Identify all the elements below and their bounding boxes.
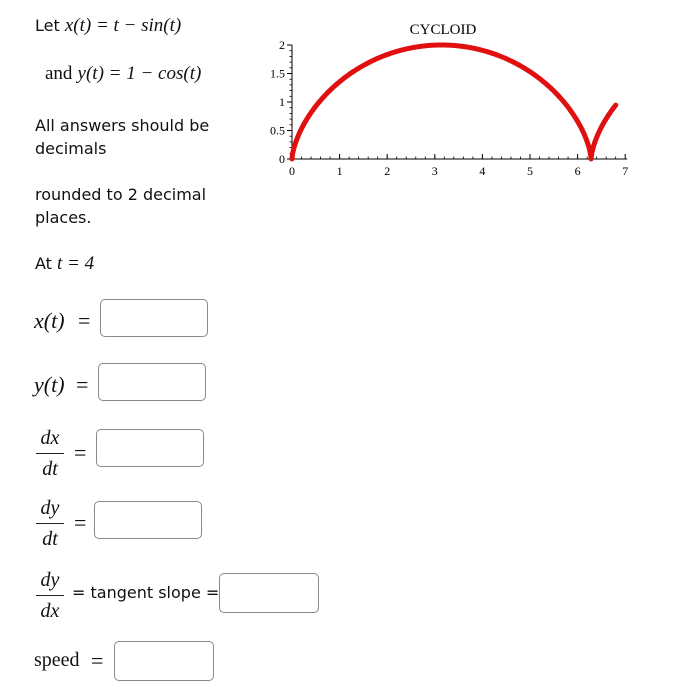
x-tick-label: 1: [336, 164, 343, 178]
t-value: t = 4: [57, 253, 95, 274]
dydx-denominator: dx: [40, 600, 60, 622]
x-answer-input[interactable]: [100, 299, 208, 337]
x-tick-label: 2: [384, 164, 391, 178]
speed-equals: =: [91, 648, 104, 673]
speed-label: speed: [34, 649, 80, 671]
y-answer-input[interactable]: [98, 363, 206, 401]
dxdt-fraction: [35, 427, 65, 480]
at-word: At: [35, 254, 52, 273]
fraction-bar: [36, 595, 64, 596]
dydt-equals: =: [74, 510, 87, 535]
cycloid-chart: [255, 10, 645, 190]
x-tick-label: 6: [574, 164, 581, 178]
y-tick-label: 0: [279, 152, 285, 166]
chart-title: CYCLOID: [409, 22, 477, 38]
dydx-numerator: dy: [40, 569, 60, 591]
tangent-slope-label: = tangent slope =: [72, 583, 220, 602]
x-equals: =: [78, 308, 91, 333]
cycloid-curve: [292, 45, 616, 159]
x-tick-label: 3: [431, 164, 438, 178]
dxdt-denominator: dt: [42, 458, 58, 480]
chart-axes: [270, 38, 628, 178]
dydt-denominator: dt: [42, 528, 58, 550]
x-tick-label: 0: [289, 164, 295, 178]
x-tick-label: 4: [479, 164, 486, 178]
y-tick-label: 1: [279, 95, 285, 109]
x-tick-label: 7: [622, 164, 629, 178]
y-equals: =: [76, 372, 89, 397]
dydt-numerator: dy: [40, 497, 60, 519]
dydx-answer-input[interactable]: [219, 573, 319, 613]
instructions-note-2: rounded to 2 decimal places.: [35, 185, 207, 227]
dxdt-answer-input[interactable]: [96, 429, 204, 467]
fraction-bar: [36, 523, 64, 524]
fraction-bar: [36, 453, 64, 454]
y-tick-label: 2: [279, 38, 285, 52]
dydx-fraction: [35, 569, 65, 622]
and-word: and: [45, 63, 73, 84]
x-definition: x(t) = t − sin(t): [64, 15, 182, 36]
problem-y-line: [45, 62, 201, 86]
x-tick-label: 5: [527, 164, 533, 178]
evaluation-point: [35, 252, 94, 276]
y-definition: y(t) = 1 − cos(t): [77, 63, 202, 84]
let-word: Let: [35, 16, 60, 35]
problem-x-line: [35, 14, 181, 38]
x-label: x(t): [34, 308, 65, 333]
dydt-fraction: [35, 497, 65, 550]
y-label: y(t): [34, 372, 65, 397]
y-tick-label: 1.5: [270, 66, 285, 81]
speed-answer-input[interactable]: [114, 641, 214, 681]
dxdt-numerator: dx: [40, 427, 60, 449]
instructions-note-1: All answers should be decimals: [35, 116, 210, 158]
dydt-answer-input[interactable]: [94, 501, 202, 539]
dxdt-equals: =: [74, 440, 87, 465]
y-tick-label: 0.5: [270, 123, 285, 138]
